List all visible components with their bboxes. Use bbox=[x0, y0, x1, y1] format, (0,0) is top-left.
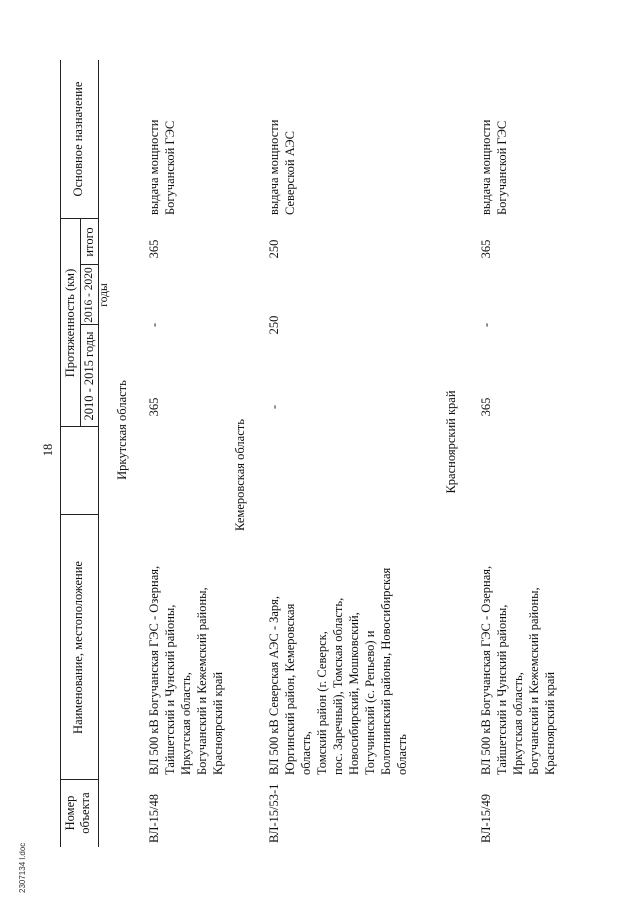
row-length-2016-2020: 250 bbox=[267, 315, 281, 335]
header-name-location: Наименование, местоположение bbox=[71, 561, 85, 734]
region-heading-irkutsk: Иркутская область bbox=[115, 380, 129, 480]
row-length-2010-2015: 365 bbox=[479, 397, 493, 417]
row-length-2016-2020: - bbox=[147, 322, 161, 328]
row-name-location: ВЛ 500 кВ Богучанская ГЭС - Озерная, Тайшетский и Чунский районы, Иркутская область, Богучанский и Кежемский районы, Красноярский край bbox=[147, 565, 225, 775]
row-main-purpose: выдача мощности Богучанской ГЭС bbox=[147, 119, 177, 215]
row-length-total: 365 bbox=[479, 239, 493, 259]
col-divider-3 bbox=[60, 426, 98, 427]
col-divider-4 bbox=[80, 324, 98, 325]
header-total: итого bbox=[82, 227, 96, 257]
col-divider-5 bbox=[80, 264, 98, 265]
header-2010-2015: 2010 - 2015 годы bbox=[82, 331, 96, 421]
region-heading-krasnoyarsk: Красноярский край bbox=[444, 390, 458, 494]
footer-file-code bbox=[14, 775, 34, 895]
header-2016-2020: 2016 - 2020 годы bbox=[83, 267, 110, 323]
header-main-purpose: Основное назначение bbox=[71, 81, 85, 197]
footer-file-code-text: 2307134 l.doc bbox=[18, 842, 27, 893]
row-name-location: ВЛ 500 кВ Богучанская ГЭС - Озерная, Тайшетский и Чунский районы, Иркутская область, Богучанский и Кежемский районы, Красноярский край bbox=[479, 565, 557, 775]
row-main-purpose: выдача мощности Богучанской ГЭС bbox=[479, 119, 509, 215]
row-length-total: 365 bbox=[147, 239, 161, 259]
row-object-number: ВЛ-15/49 bbox=[479, 794, 493, 843]
page-number: 18 bbox=[41, 443, 55, 457]
col-divider-2 bbox=[60, 514, 98, 515]
region-heading-kemerovo: Кемеровская область bbox=[233, 419, 247, 531]
header-bottom-rule bbox=[98, 60, 99, 847]
header-length-km: Протяженность (км) bbox=[63, 268, 77, 378]
row-object-number: ВЛ-15/48 bbox=[147, 794, 161, 843]
row-name-location: ВЛ 500 кВ Северская АЭС - Заря, Юргинский район, Кемеровская область, Томский район (г. Северск, пос. Заречный), Томская область, Новосибирский, Мошковский, Тогучинский (с. Репьево) и Болотнинский районы, Новосибирская область bbox=[267, 567, 409, 775]
header-top-rule bbox=[60, 60, 61, 847]
col-divider-1 bbox=[60, 779, 98, 780]
header-object-number: Номер объекта bbox=[63, 792, 92, 834]
row-length-2016-2020: - bbox=[479, 322, 493, 328]
subheader-rule bbox=[80, 219, 81, 427]
row-length-2010-2015: 365 bbox=[147, 397, 161, 417]
row-main-purpose: выдача мощности Северской АЭС bbox=[267, 119, 297, 215]
row-length-total: 250 bbox=[267, 239, 281, 259]
col-divider-6 bbox=[60, 218, 98, 219]
row-object-number: ВЛ-15/53-1 bbox=[267, 783, 281, 843]
row-length-2010-2015: - bbox=[267, 404, 281, 410]
